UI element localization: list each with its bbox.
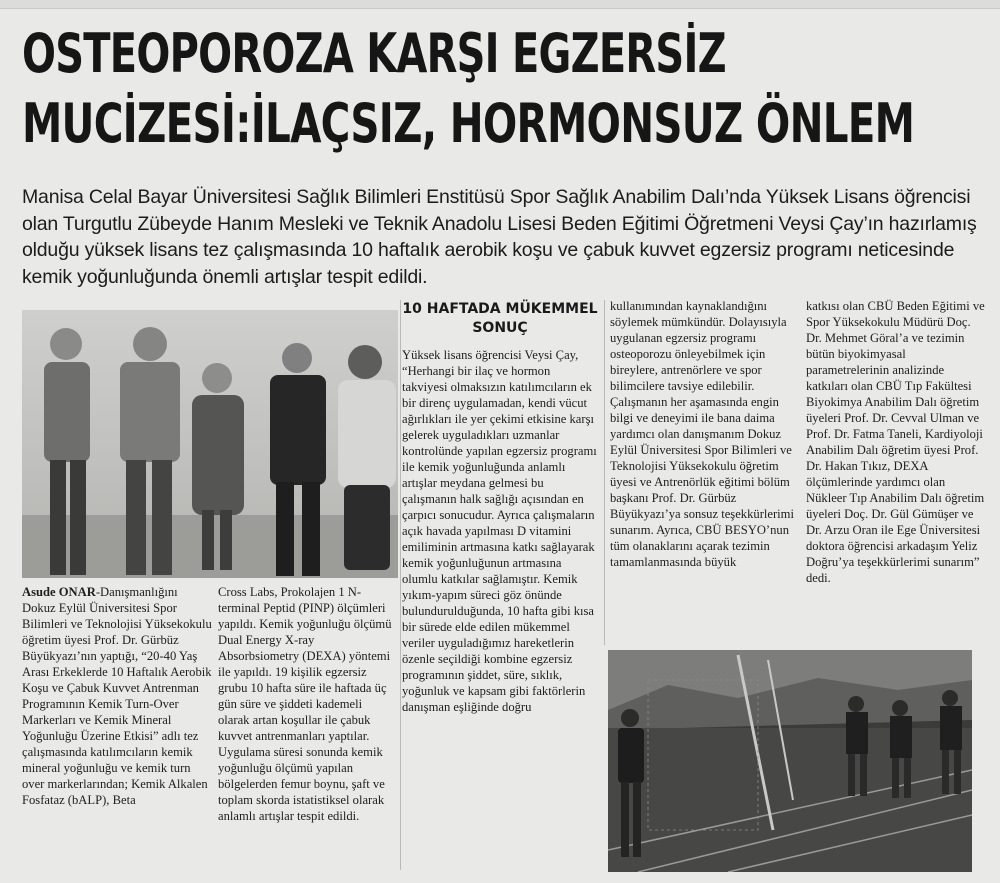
column-2-text: Cross Labs, Prokolajen 1 N-terminal Peptid (PINP) ölçümleri yapıldı. Kemik yoğunluğu ölçümü Dual Energy X-ray Absorbsiometry (DEXA) yöntemi ile yapıldı. 19 kişilik egzersiz grubu 10 hafta süre ile haftada üç gün süre ve şiddeti kademeli olarak artan koşullar ile çabuk kuvvet antrenmanları yaptılar. Uygulama süresi sonunda kemik yoğunluğu ölçümü yapılan bölgelerden femur boynu, şaft ve toplam skorda istatistiksel olarak anlamlı artışlar tespit edildi.	[218, 585, 392, 823]
article-column-5	[806, 298, 986, 586]
subheading: 10 HAFTADA MÜKEMMEL SONUÇ	[402, 301, 598, 336]
headline-line-2: MUCİZESİ:İLAÇSIZ, HORMONSUZ ÖNLEM	[22, 92, 915, 155]
article-column-2	[218, 584, 396, 824]
group-photo-image	[22, 310, 398, 578]
article-column-3	[402, 347, 598, 715]
track-photo-image	[608, 650, 972, 872]
top-strip	[0, 0, 1000, 9]
column-divider	[604, 300, 605, 645]
lead-paragraph: Manisa Celal Bayar Üniversitesi Sağlık Bilimleri Enstitüsü Spor Sağlık Anabilim Dalı’nda Yüksek Lisans öğrencisi olan Turgutlu Zübeyde Hanım Mesleki ve Teknik Anadolu Lisesi Beden Eğitimi Öğretmeni Veysi Çay’ın hazırlamış olduğu yüksek lisans tez çalışmasında 10 haftalık aerobik koşu ve çabuk kuvvet egzersiz programı neticesinde kemik yoğunluğunda önemli artışlar tespit edildi.	[22, 186, 977, 288]
column-5-text: katkısı olan CBÜ Beden Eğitimi ve Spor Yüksekokulu Müdürü Doç. Dr. Mehmet Göral’a ve tezimin bütün biyokimyasal parametrelerinin analizinde katkıları olan CBÜ Tıp Fakültesi Biyokimya Anabilim Dalı öğretim üyeleri Prof. Dr. Cevval Ulman ve Prof. Dr. Fatma Taneli, Kardiyoloji Anabilim Dalı öğretim üyesi Prof. Dr. Hakan Tıkız, DEXA ölçümlerinde yardımcı olan Nükleer Tıp Anabilim Dalı öğretim üyeleri Doç. Dr. Gül Gümüşer ve Dr. Arzu Oran ile Ege Üniversitesi doktora öğrencisi arkadaşım Yeliz Doğru’ya teşekkürlerimi sunarım” dedi.	[806, 299, 985, 585]
article-column-4	[610, 298, 802, 570]
column-3-text: Yüksek lisans öğrencisi Veysi Çay, “Herhangi bir ilaç ve hormon takviyesi olmaksızın katılımcıların ek bir direnç uygulamadan, kendi vücut ağırlıkları ile yer çekimi etkisine karşı gelerek uyguladıkları uzmanlar kontrolünde yapılan egzersiz programı ile kemik yoğunluğunda anlamlı artışlar meydana gelmesi bu çalışmanın halk sağlığı açısından en çarpıcı sonucudur. Ayrıca çalışmaların açık havada yapılması D vitamini emiliminin artmasına katkı sağlayarak kemik yoğunluğunun artmasına olumlu katkılar sağlamıştır. Kemik yıkım-yapım süreci göz önünde bulundurulduğunda, 10 hafta gibi kısa bir sürede elde edilen mükemmel veriler uyguladığımız hareketlerin özenle seçildiği kombine egzersiz programının şiddet, süre, sıklık, yoğunluk ve kapsam gibi faktörlerin danışman eşliğinde doğru	[402, 348, 597, 714]
track-photo	[608, 650, 972, 872]
group-photo	[22, 310, 398, 578]
column-4-text: kullanımından kaynaklandığını söylemek mümkündür. Dolayısıyla uygulanan egzersiz programı osteoporozu önleyebilmek için bireylere, antrenörlere ve spor bilimcilere tavsiye edilebilir. Çalışmanın her aşamasında engin bilgi ve deneyimi ile bana daima yardımcı olan danışmanım Dokuz Eylül Üniversitesi Spor Bilimleri ve Teknolojisi Yüksekokulu öğretim üyesi ve Antrenörlük eğitimi bölüm başkanı Prof. Dr. Gürbüz Büyükyazı’ya sonsuz teşekkürlerimi sunarım. Ayrıca, CBÜ BESYO’nun tüm olanaklarını açarak tezimin tamamlanmasında büyük	[610, 299, 794, 569]
article-column-1	[22, 584, 212, 808]
headline-line-1: OSTEOPOROZA KARŞI EGZERSİZ	[22, 22, 726, 85]
author-name: Asude ONAR	[22, 585, 96, 599]
column-1-text: -Danışmanlığını Dokuz Eylül Üniversitesi Spor Bilimleri ve Teknolojisi Yüksekokulu öğretim üyesi Prof. Dr. Gürbüz Büyükyazı’nın yaptığı, “20-40 Yaş Arası Erkeklerde 10 Haftalık Aerobik Koşu ve Çabuk Kuvvet Antrenman Programının Kemik Turn-Over Markerları ve Kemik Mineral Yoğunluğu Üzerine Etkisi” adlı tez çalışmasında katılımcıların kemik mineral yoğunluğu ve kemik turn over markerlarından; Kemik Alkalen Fosfataz (bALP), Beta	[22, 585, 212, 807]
column-divider	[400, 300, 401, 870]
